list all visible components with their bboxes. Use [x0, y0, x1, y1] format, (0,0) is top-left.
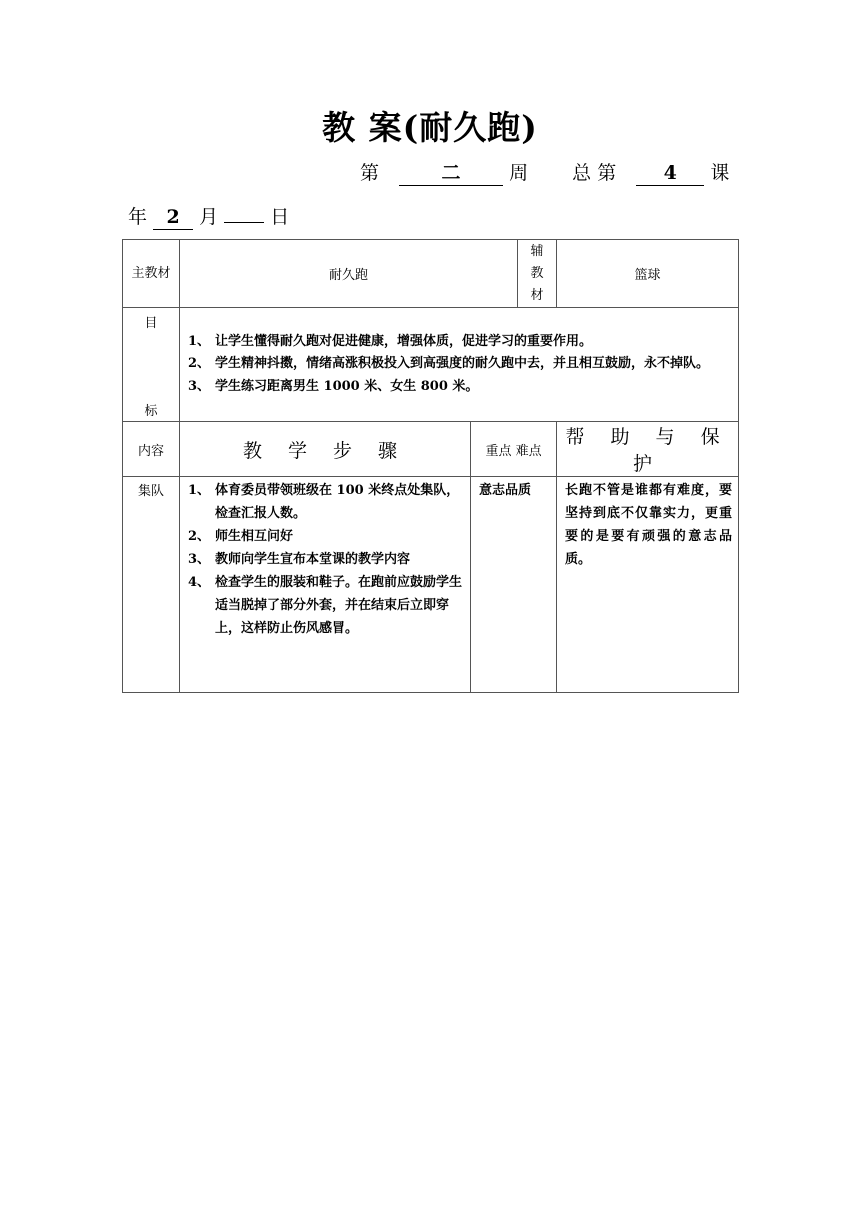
month-label: 月 [199, 206, 219, 228]
step-item [188, 571, 463, 640]
col-key-points-header: 重点 难点 [471, 422, 557, 477]
goals-content [180, 308, 739, 422]
goals-label-cell [123, 308, 180, 422]
steps-header-row [123, 422, 739, 477]
aux-material-value: 篮球 [557, 240, 739, 308]
col-content-header: 内容 [123, 422, 180, 477]
goal-text: 让学生懂得耐久跑对促进健康，增强体质，促进学习的重要作用。 [215, 333, 593, 349]
year-label: 年 [128, 206, 148, 228]
day-label: 日 [270, 206, 290, 228]
goal-item [188, 353, 734, 376]
week-value: 二 [399, 161, 503, 186]
goal-number: 1、 [188, 333, 211, 349]
col-steps-header: 教 学 步 骤 [180, 422, 471, 477]
goals-label-bottom: 标 [144, 404, 158, 419]
lesson-suffix: 课 [710, 162, 730, 184]
help-content [557, 477, 739, 693]
goal-text: 学生精神抖擞，情绪高涨积极投入到高强度的耐久跑中去，并且相互鼓励，永不掉队。 [215, 356, 710, 372]
step-text: 师生相互问好 [215, 529, 294, 544]
week-prefix: 第 [360, 162, 380, 184]
total-prefix: 总 第 [572, 162, 617, 184]
section-label: 集队 [123, 477, 180, 693]
goal-item [188, 376, 734, 399]
steps-content [180, 477, 471, 693]
lesson-value: 4 [636, 161, 704, 186]
step-item [188, 548, 463, 571]
gather-row [123, 477, 739, 693]
step-item [188, 525, 463, 548]
goals-label-top: 目 [144, 316, 158, 331]
goal-number: 2、 [188, 356, 211, 372]
step-text: 检查学生的服装和鞋子。在跑前应鼓励学生适当脱掉了部分外套，并在结束后立即穿上，这样防止伤风感冒。 [215, 575, 463, 636]
help-text: 长跑不管是谁都有难度，要坚持到底不仅靠实力，更重要的是要有顽强的意志品质。 [565, 483, 733, 567]
month-value: 2 [153, 205, 193, 230]
goals-list [188, 331, 734, 399]
week-lesson-line [360, 158, 729, 186]
step-number: 2、 [188, 529, 211, 544]
step-text: 教师向学生宣布本堂课的教学内容 [215, 552, 411, 567]
main-material-label: 主教材 [123, 240, 180, 308]
lesson-plan-table [122, 239, 739, 693]
steps-list [188, 479, 463, 640]
col-help-header: 帮 助 与 保 护 [557, 422, 739, 477]
goal-text: 学生练习距离男生 1000 米、女生 800 米。 [215, 378, 479, 394]
step-number: 3、 [188, 552, 211, 567]
date-line [128, 202, 289, 230]
step-item [188, 479, 463, 525]
aux-material-label: 辅教材 [518, 240, 557, 308]
key-point-value: 意志品质 [471, 477, 557, 693]
week-suffix: 周 [509, 162, 529, 184]
page-title: 教 案(耐久跑) [322, 108, 538, 147]
day-value [224, 222, 264, 223]
materials-row [123, 240, 739, 308]
step-number: 1、 [188, 483, 211, 498]
step-number: 4、 [188, 575, 211, 590]
step-text: 体育委员带领班级在 100 米终点处集队，检查汇报人数。 [215, 483, 460, 521]
main-material-value: 耐久跑 [180, 240, 518, 308]
goal-item [188, 331, 734, 354]
goal-number: 3、 [188, 378, 211, 394]
goals-row [123, 308, 739, 422]
